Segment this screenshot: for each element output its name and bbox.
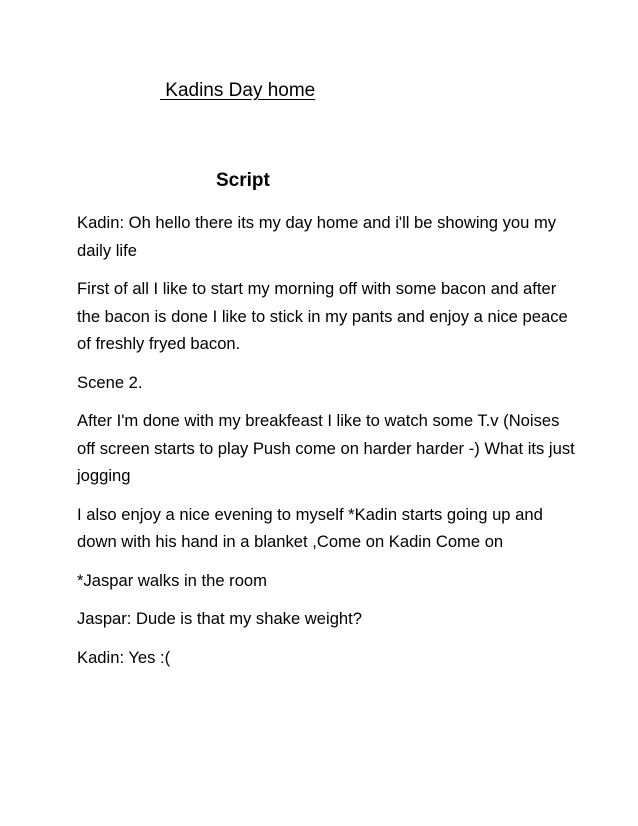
script-body [77,209,577,682]
paragraph: First of all I like to start my morning off with some bacon and after the bacon is done I like to stick in my pants and enjoy a nice peace of freshly fryed bacon. [77,279,568,353]
paragraph: I also enjoy a nice evening to myself *Kadin starts going up and down with his hand in a blanket ,Come on Kadin Come on [77,504,543,551]
document-subtitle: Script [216,170,270,191]
paragraph: Kadin: Oh hello there its my day home and i'll be showing you my daily life [77,213,557,260]
paragraph: Jaspar: Dude is that my shake weight? [77,609,363,628]
document-title: Kadins Day home [160,80,316,101]
paragraph: *Jaspar walks in the room [77,570,267,590]
paragraph: Kadin: Yes :( [77,647,171,667]
paragraph: After I'm done with my breakfeast I like to watch some T.v (Noises off screen starts to play Push come on harder harder -) What its just jogging [77,411,575,485]
paragraph: Scene 2. [77,372,143,392]
